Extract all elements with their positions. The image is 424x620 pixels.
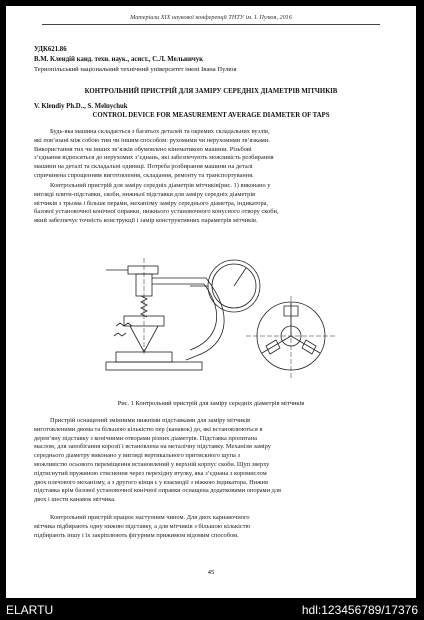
page-number: 45: [207, 569, 215, 576]
text-line: двох і шести канавок мітчика.: [34, 496, 116, 504]
footer-bar: [0, 598, 424, 620]
running-header: Матеріали ХІХ наукової конференції ТНТУ ім. І. Пулюя, 2016: [130, 14, 292, 21]
text-line: двох плечового механізму, а з другого кінця є у взаємодії з ніжкою індикатора. Нижня: [34, 478, 268, 486]
document-page: [6, 6, 416, 598]
text-line: Контрольний пристрій працює наступним чином. Для двох карнавочного: [50, 514, 250, 521]
title-en: CONTROL DEVICE FOR MEASUREMENT AVERAGE DIAMETER OF TAPS: [92, 112, 330, 119]
paragraph-2: [34, 182, 389, 226]
text-line: підтиснутий пружиною стиснення через перехідну втулку, яка з’єднана з коромислом: [34, 469, 267, 477]
repository-name: ELARTU: [6, 603, 54, 617]
text-line: вигляді плити-підставки, скоби, нижньої підставки для заміру середніх діаметрів: [34, 190, 256, 198]
authors-ua: В.М. Клендій канд. техн. наук., асист., С.Л. Мельничук: [34, 56, 204, 63]
text-line: мітчиків з трьома і більше перами, механізму заміру середнього діаметра, індикатора,: [34, 199, 269, 207]
handle-id: hdl:123456789/17376: [301, 603, 418, 617]
text-line: які пов’язані між собою тим чи іншим способом: рухомими чи нерухомими зв’язками.: [34, 136, 270, 144]
text-line: Використання тих чи інших зв’язків обумовлено кінематикою машини. Різьбові: [34, 145, 252, 153]
title-ua: КОНТРОЛЬНИЙ ПРИСТРІЙ ДЛЯ ЗАМІРУ СЕРЕДНІХ ДІАМЕТРІВ МІТЧИКІВ: [84, 88, 338, 95]
text-line: машини на деталі та складальні одиниці. Потреба розбирання машини на деталі: [34, 163, 253, 171]
text-line: базової установочної конічної оправки, нижнього установочного конусного отвору скоби,: [34, 208, 279, 216]
udc-code: УДК621.86: [34, 46, 67, 53]
text-line: виготовленими двома та більшою кількістю пер (канавок) до, які встановлюються в: [34, 425, 263, 433]
paragraph-4: [34, 514, 389, 540]
paragraph-1: [34, 128, 389, 181]
text-line: який забезпечує точність конструкції і замір конструктивних параметрів мітчиків.: [34, 217, 258, 225]
text-line: Пристрій оснащений змінними нижніми підставками для заміру мітчиків: [50, 417, 251, 424]
paragraph-3: [34, 417, 389, 505]
text-line: можливістю осьового переміщення встановлений у верхній корпус скоби. Щуп зверху: [34, 460, 270, 468]
text-line: підставка крім базової установочної конічної оправки оснащена додатковими опорами для: [34, 487, 281, 495]
text-line: з’єднання відносяться до нерухомих з’єднань, які забезпечують можливість розбирання: [34, 154, 274, 162]
text-line: спричинена спрощенням виготовлення, складання, ремонту та транспортування.: [34, 171, 254, 179]
text-line: підбирають іншу і їх закріплюють фігурним прижимом відомим способом.: [34, 531, 239, 539]
affiliation: Тернопільський національний технічний університет імені Івана Пулюя: [34, 66, 237, 73]
text-line: мітчика підбирають одну нижню підставку, а для мітчиків з більшою кількістю: [34, 522, 251, 530]
text-line: маслом, для запобігання корозії і встановлена на металічну підставку. Механізм заміру: [34, 443, 271, 451]
device-figure: [86, 256, 346, 394]
text-line: Будь-яка машина складається з багатьох деталей та окремих складальних вузлів,: [50, 128, 270, 135]
figure-caption: Рис. 1 Контрольний пристрій для заміру середніх діаметрів мітчиків: [117, 400, 305, 407]
header-rule: [42, 24, 380, 25]
text-line: середнього діаметру виконано у вигляді вертикального притискного щупа з: [34, 452, 240, 460]
authors-en: V. Klendiy Ph.D.., S. Melnychuk: [34, 103, 128, 110]
text-line: дерев’яну підставку з конічними отворами різних діаметрів. Підставка пропитана: [34, 434, 257, 442]
text-line: Контрольний пристрій для заміру середніх діаметрів мітчиків(рис. 1) виконано у: [50, 182, 271, 189]
